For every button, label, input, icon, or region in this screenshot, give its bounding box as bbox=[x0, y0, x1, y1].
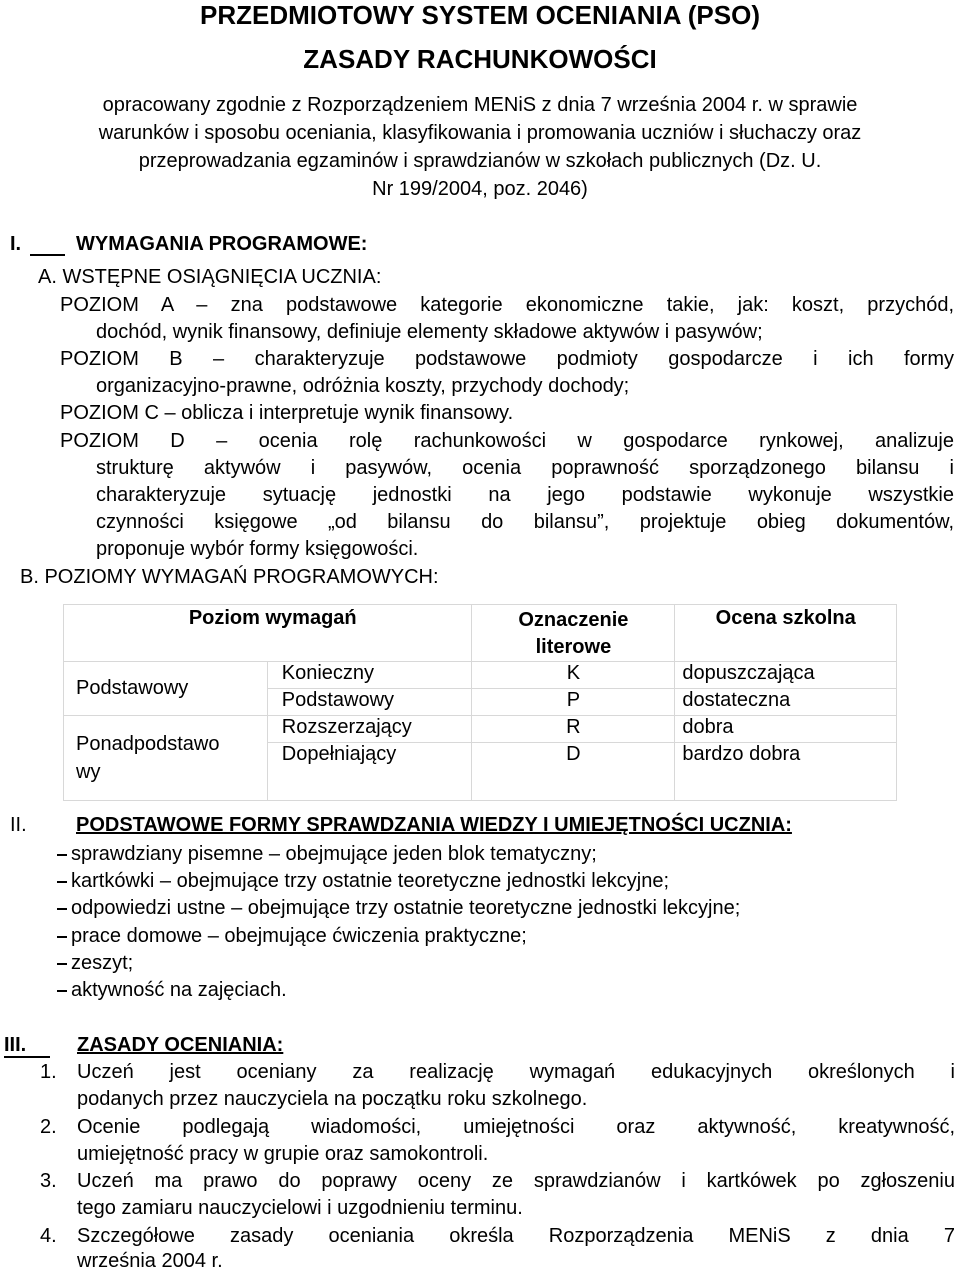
cell-grade: dobra bbox=[675, 716, 897, 743]
list-item-text: sprawdziany pisemne – obejmujące jeden blok tematyczny; bbox=[71, 843, 597, 865]
list-item bbox=[57, 979, 287, 1002]
level-d-line-3: charakteryzuje sytuację jednostki na jego podstawie wykonuje wszystkie bbox=[96, 484, 954, 506]
header-poziom-wymagan: Poziom wymagań bbox=[64, 605, 472, 662]
rule-text-line-2: września 2004 r. bbox=[77, 1250, 223, 1272]
rule-number: 4. bbox=[40, 1225, 57, 1247]
cell-level: Dopełniający bbox=[267, 743, 472, 801]
rule-text-line-1: Uczeń ma prawo do poprawy oceny ze sprawdzianów i kartkówek po zgłoszeniu bbox=[77, 1170, 955, 1192]
level-d-line-2: strukturę aktywów i pasywów, ocenia poprawność sporządzonego bilansu i bbox=[96, 457, 954, 479]
rule-text-line-2: umiejętność pracy w grupie oraz samokontroli. bbox=[77, 1143, 489, 1165]
dash-icon bbox=[57, 854, 67, 856]
requirements-table bbox=[63, 604, 897, 801]
dash-icon bbox=[57, 881, 67, 883]
rule-text-line-2: tego zamiaru nauczycielowi i uzgodnieniu terminu. bbox=[77, 1197, 523, 1219]
dash-icon bbox=[57, 936, 67, 938]
intro-line-2: warunków i sposobu oceniania, klasyfikowania i promowania uczniów i słuchaczy oraz bbox=[98, 122, 862, 144]
level-a-line-2: dochód, wynik finansowy, definiuje elementy składowe aktywów i pasywów; bbox=[96, 321, 763, 343]
table-row bbox=[64, 662, 897, 689]
rule-text-line-2: podanych przez nauczyciela na początku roku szkolnego. bbox=[77, 1088, 588, 1110]
group-podstawowy: Podstawowy bbox=[64, 662, 268, 716]
level-d-line-1: POZIOM D – ocenia rolę rachunkowości w gospodarce rynkowej, analizuje bbox=[60, 430, 954, 452]
cell-letter: P bbox=[472, 689, 675, 716]
section-3-underline bbox=[4, 1056, 50, 1058]
cell-grade: dopuszczająca bbox=[675, 662, 897, 689]
section-2-title: PODSTAWOWE FORMY SPRAWDZANIA WIEDZY I UMIEJĘTNOŚCI UCZNIA: bbox=[76, 814, 792, 836]
doc-title: PRZEDMIOTOWY SYSTEM OCENIANIA (PSO) bbox=[199, 0, 760, 30]
intro-line-4: Nr 199/2004, poz. 2046) bbox=[372, 178, 588, 200]
section-1-underline bbox=[30, 254, 65, 256]
section-2-number: II. bbox=[10, 814, 27, 836]
rule-number: 3. bbox=[40, 1170, 57, 1192]
group-ponadpodstawowy-line-2: wy bbox=[76, 761, 101, 783]
rule-number: 1. bbox=[40, 1061, 57, 1083]
cell-letter: D bbox=[472, 743, 675, 801]
level-a-line-1: POZIOM A – zna podstawowe kategorie ekonomiczne takie, jak: koszt, przychód, bbox=[60, 294, 954, 316]
list-item bbox=[57, 843, 597, 866]
header-oznaczenie-literowe bbox=[472, 605, 675, 662]
cell-grade: dostateczna bbox=[675, 689, 897, 716]
list-item-text: kartkówki – obejmujące trzy ostatnie teoretyczne jednostki lekcyjne; bbox=[71, 870, 670, 892]
header-ocena-szkolna: Ocena szkolna bbox=[675, 605, 897, 662]
list-item bbox=[57, 870, 669, 893]
list-item-text: aktywność na zajęciach. bbox=[71, 979, 287, 1001]
level-c-line-1: POZIOM C – oblicza i interpretuje wynik finansowy. bbox=[60, 402, 514, 424]
subsection-a-title: A. WSTĘPNE OSIĄGNIĘCIA UCZNIA: bbox=[38, 266, 382, 288]
group-ponadpodstawowy-line-1: Ponadpodstawo bbox=[76, 733, 220, 755]
cell-level: Rozszerzający bbox=[267, 716, 472, 743]
header-oznaczenie-text: Oznaczenie literowe bbox=[518, 609, 629, 658]
subsection-b-title: B. POZIOMY WYMAGAŃ PROGRAMOWYCH: bbox=[20, 566, 439, 588]
cell-letter: K bbox=[472, 662, 675, 689]
section-3-title: ZASADY OCENIANIA: bbox=[77, 1034, 284, 1056]
list-item-text: odpowiedzi ustne – obejmujące trzy ostatnie teoretyczne jednostki lekcyjne; bbox=[71, 897, 741, 919]
table-row bbox=[64, 716, 897, 743]
cell-level: Podstawowy bbox=[267, 689, 472, 716]
cell-level: Konieczny bbox=[267, 662, 472, 689]
section-1-title: WYMAGANIA PROGRAMOWE: bbox=[76, 233, 368, 255]
rule-number: 2. bbox=[40, 1116, 57, 1138]
intro-line-1: opracowany zgodnie z Rozporządzeniem MENiS z dnia 7 września 2004 r. w sprawie bbox=[102, 94, 858, 116]
level-d-line-4: czynności księgowe „od bilansu do bilansu”, projektuje obieg dokumentów, bbox=[96, 511, 954, 533]
intro-line-3: przeprowadzania egzaminów i sprawdzianów w szkołach publicznych (Dz. U. bbox=[138, 150, 822, 172]
list-item bbox=[57, 925, 527, 948]
dash-icon bbox=[57, 908, 67, 910]
list-item bbox=[57, 897, 740, 920]
section-3-number: III. bbox=[4, 1034, 27, 1056]
list-item bbox=[57, 952, 133, 975]
rule-text-line-1: Ocenie podlegają wiadomości, umiejętności oraz aktywność, kreatywność, bbox=[77, 1116, 955, 1138]
dash-icon bbox=[57, 990, 67, 992]
rule-text-line-1: Szczegółowe zasady oceniania określa Rozporządzenia MENiS z dnia 7 bbox=[77, 1225, 955, 1247]
table-header-row bbox=[64, 605, 897, 662]
rule-text-line-1: Uczeń jest oceniany za realizację wymagań edukacyjnych określonych i bbox=[77, 1061, 955, 1083]
level-b-line-2: organizacyjno-prawne, odróżnia koszty, przychody dochody; bbox=[96, 375, 630, 397]
level-d-line-5: proponuje wybór formy księgowości. bbox=[96, 538, 419, 560]
dash-icon bbox=[57, 963, 67, 965]
level-b-line-1: POZIOM B – charakteryzuje podstawowe podmioty gospodarcze i ich formy bbox=[60, 348, 954, 370]
group-ponadpodstawowy bbox=[64, 716, 268, 801]
section-1-number: I. bbox=[10, 233, 22, 255]
list-item-text: zeszyt; bbox=[71, 952, 134, 974]
cell-grade: bardzo dobra bbox=[675, 743, 897, 801]
cell-letter: R bbox=[472, 716, 675, 743]
doc-subtitle: ZASADY RACHUNKOWOŚCI bbox=[303, 44, 657, 74]
list-item-text: prace domowe – obejmujące ćwiczenia praktyczne; bbox=[71, 925, 527, 947]
